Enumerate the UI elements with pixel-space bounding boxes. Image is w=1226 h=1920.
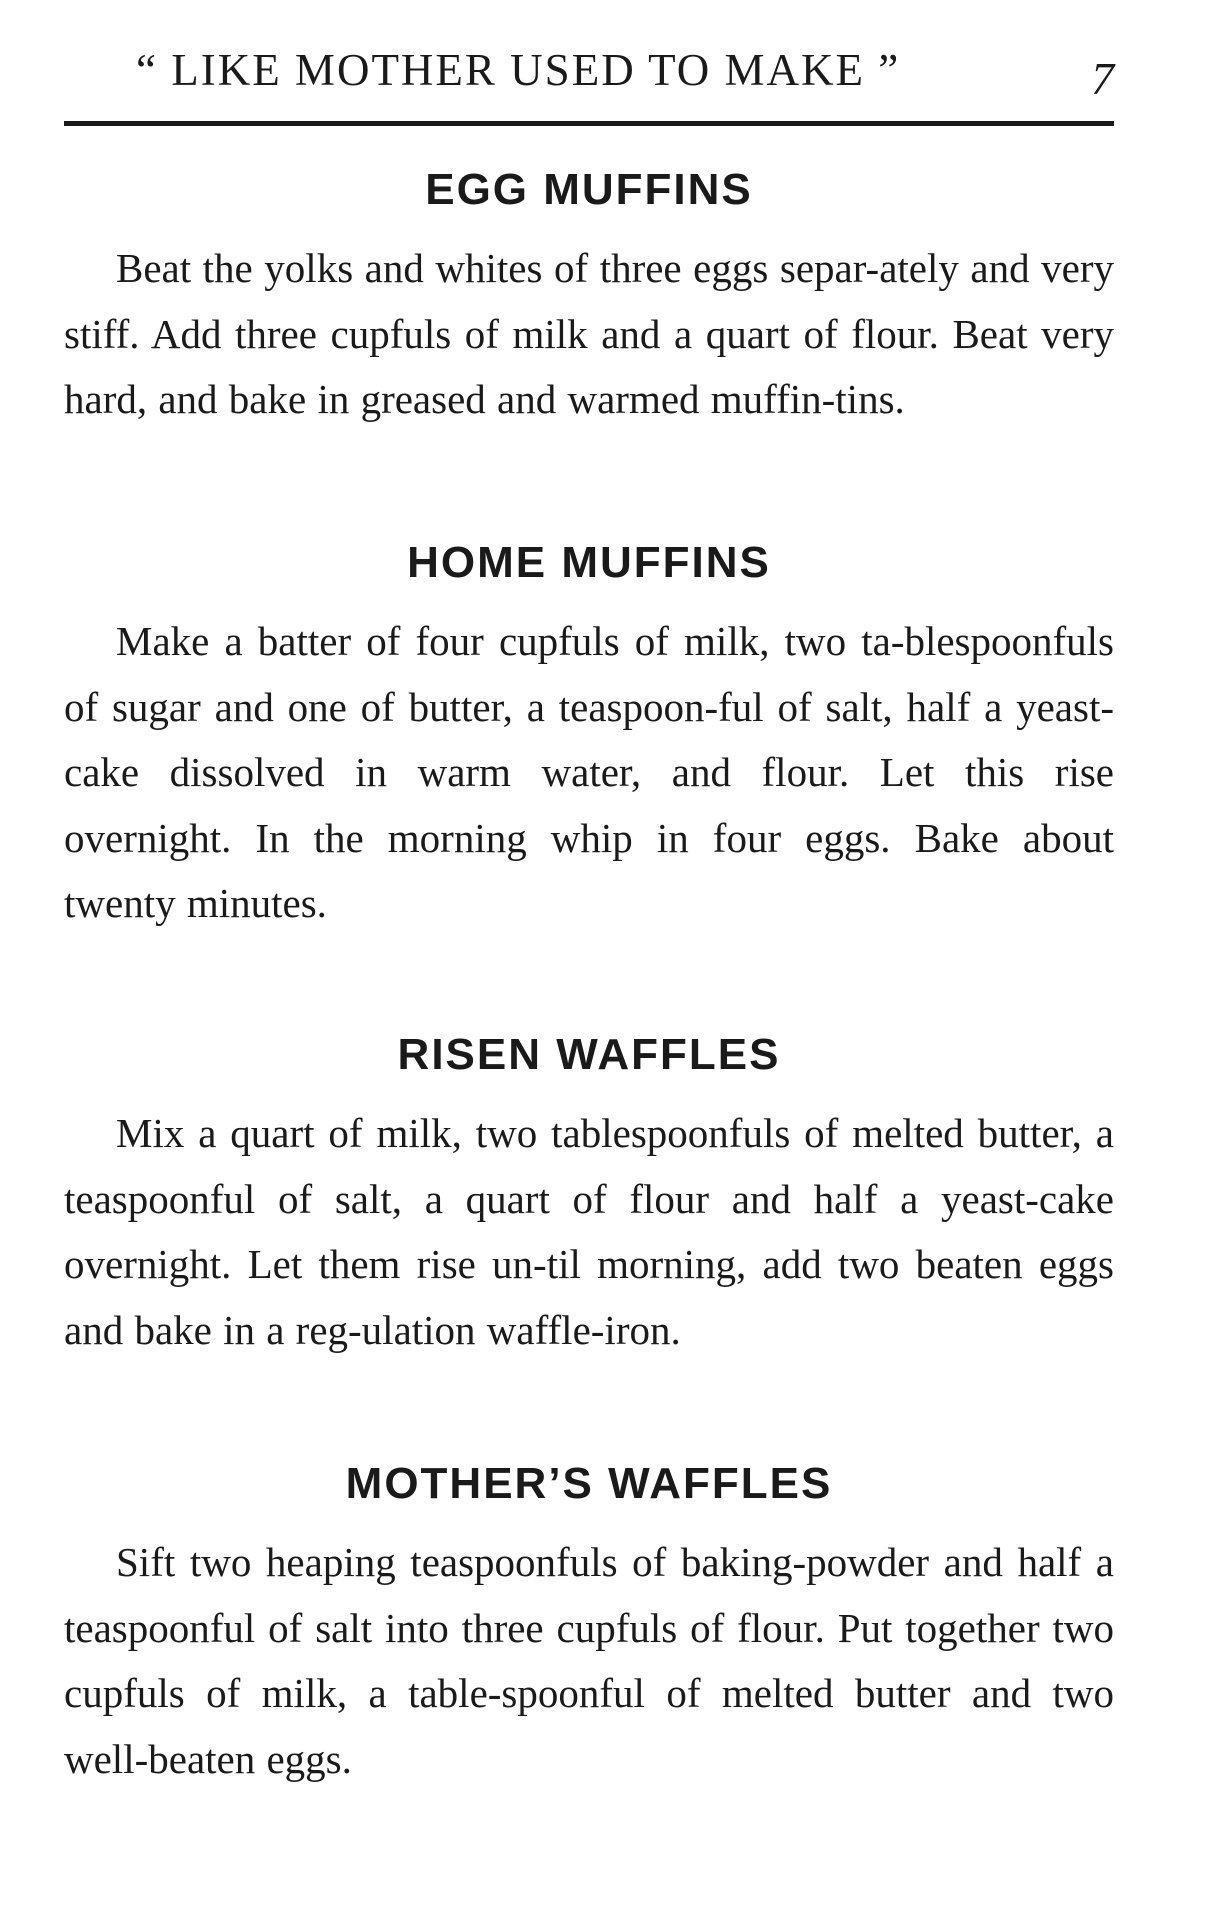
running-title: “ LIKE MOTHER USED TO MAKE ”: [136, 45, 901, 95]
recipe-title: HOME MUFFINS: [407, 538, 771, 587]
recipe-body: Mix a quart of milk, two tablespoonfuls of melted butter, a teaspoonful of salt, a quart of flour and half a yeast-cake overnight. Let them rise un-til morning, add two beaten eggs and bake in a reg-ulation waffle-iron.: [64, 1110, 1114, 1353]
recipe-body: Beat the yolks and whites of three eggs separ-ately and very stiff. Add three cupfuls of milk and a quart of flour. Beat very hard, and bake in greased and warmed muffin-tins.: [64, 245, 1114, 422]
recipe-title: MOTHER’S WAFFLES: [345, 1459, 833, 1508]
recipe-egg-muffins: [64, 158, 1114, 433]
header-rule: [64, 121, 1114, 126]
recipe-title: RISEN WAFFLES: [397, 1030, 781, 1079]
running-header: [64, 44, 1114, 104]
recipe-title: EGG MUFFINS: [425, 165, 753, 214]
recipe-home-muffins: [64, 531, 1114, 937]
recipe-body: Sift two heaping teaspoonfuls of baking-powder and half a teaspoonful of salt into three cupfuls of flour. Put together two cupfuls of milk, a table-spoonful of melted butter and two well-beaten eggs.: [64, 1539, 1114, 1782]
page-number: 7: [1091, 53, 1114, 104]
recipe-risen-waffles: [64, 1023, 1114, 1363]
recipe-body: Make a batter of four cupfuls of milk, two ta-blespoonfuls of sugar and one of butter, a teaspoon-ful of salt, half a yeast-cake dissolved in warm water, and flour. Let this rise overnight. In the morning whip in four eggs. Bake about twenty minutes.: [64, 618, 1114, 926]
recipe-mothers-waffles: [64, 1452, 1114, 1792]
